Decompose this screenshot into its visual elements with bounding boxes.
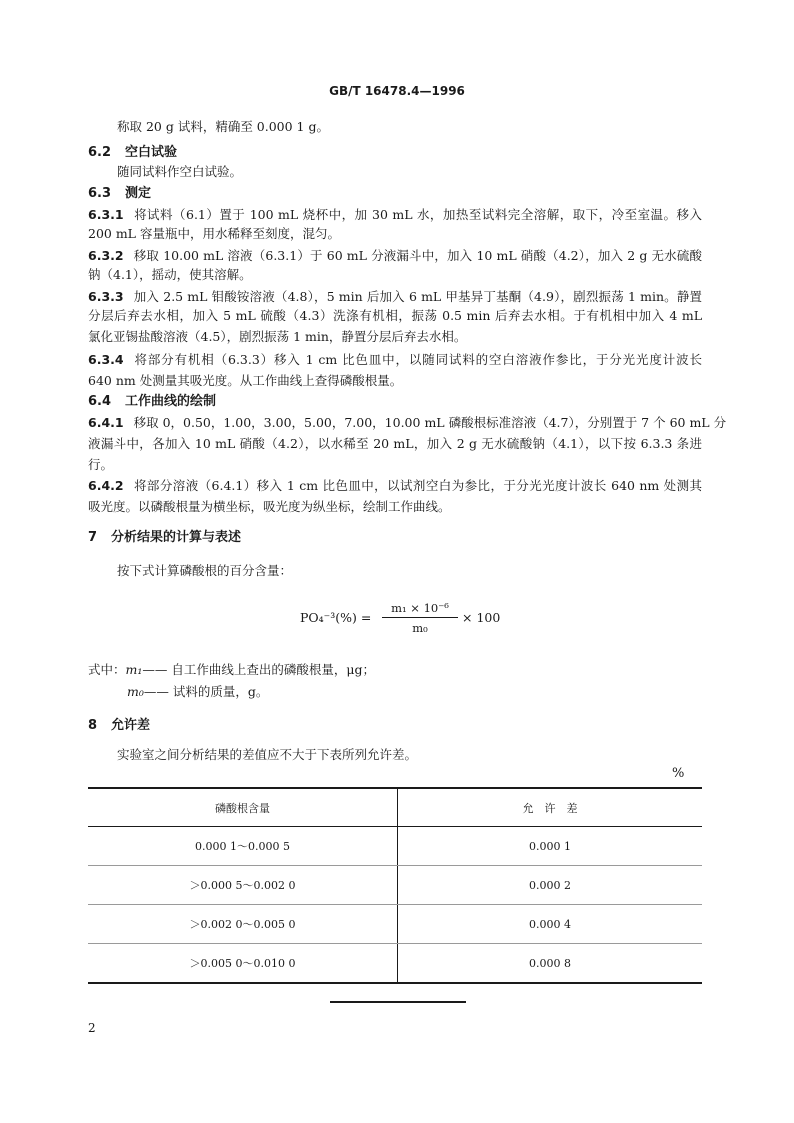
range-cell: ＞0.000 5～0.002 0 (88, 866, 398, 905)
clause-text: 将部分溶液（6.4.1）移入 1 cm 比色皿中，以试剂空白为参比，于分光光度计波长 640 nm 处测其 (133, 478, 702, 493)
clause-6-3-2-line2: 钠（4.1），摇动，使其溶解。 (88, 267, 252, 282)
section-number: 6.3 (88, 186, 112, 201)
formula-intro-text: 按下式计算磷酸根的百分含量： (117, 563, 293, 578)
blank-test-text: 随同试料作空白试验。 (117, 164, 243, 179)
clause-6-4-1-line1 (88, 413, 727, 433)
clause-text: 移取 10.00 mL 溶液（6.3.1）于 60 mL 分液漏斗中，加入 10 mL 硝酸（4.2），加入 2 g 无水硫酸 (133, 248, 702, 263)
clause-text: 将部分有机相（6.3.3）移入 1 cm 比色皿中，以随同试料的空白溶液作参比，于分光光度计波长 (133, 352, 702, 367)
section-6-4-heading (88, 392, 702, 412)
where-m1-line (88, 660, 702, 680)
tolerance-cell: 0.000 2 (398, 866, 703, 905)
clause-6-3-2-line1 (88, 246, 702, 266)
page-number: 2 (88, 1021, 96, 1035)
header-phosphate-content: 磷酸根含量 (88, 788, 398, 827)
clause-6-3-1-line1 (88, 205, 702, 225)
table-row (88, 866, 702, 905)
where-m0-line (127, 682, 741, 702)
section-title: 工作曲线的绘制 (125, 394, 217, 409)
m0-symbol: m₀ (127, 684, 144, 699)
table-header-row (88, 788, 702, 827)
tolerance-intro-text: 实验室之间分析结果的差值应不大于下表所列允许差。 (117, 747, 418, 762)
section-8-heading (88, 716, 702, 736)
fraction-bar (382, 617, 458, 618)
m1-symbol: m₁ (125, 662, 143, 677)
section-6-2-heading (88, 143, 702, 163)
formula-lhs: PO₄⁻³(%) = (300, 610, 372, 625)
formula-denominator: m₀ (412, 621, 428, 635)
clause-6-4-2-line2: 吸光度。以磷酸根量为横坐标，吸光度为纵坐标，绘制工作曲线。 (88, 499, 451, 514)
m1-definition: —— 自工作曲线上查出的磷酸根量，μg； (142, 662, 375, 677)
clause-6-3-1-line2: 200 mL 容量瓶中，用水稀释至刻度，混匀。 (88, 226, 340, 241)
tolerance-cell: 0.000 4 (398, 905, 703, 944)
section-title: 分析结果的计算与表述 (111, 530, 242, 545)
tolerance-cell: 0.000 8 (398, 944, 703, 984)
tolerance-table (88, 787, 702, 984)
weigh-sample-text: 称取 20 g 试料，精确至 0.000 1 g。 (117, 119, 329, 134)
table-row (88, 905, 702, 944)
section-title: 允许差 (111, 718, 151, 733)
clause-6-4-2-line1 (88, 476, 702, 496)
header-tolerance: 允 许 差 (398, 788, 703, 827)
table-row (88, 944, 702, 984)
m0-definition: —— 试料的质量，g。 (143, 684, 269, 699)
range-cell: ＞0.002 0～0.005 0 (88, 905, 398, 944)
tolerance-cell: 0.000 1 (398, 827, 703, 866)
clause-number: 6.3.2 (88, 248, 124, 263)
clause-text: 将试料（6.1）置于 100 mL 烧杯中，加 30 mL 水，加热至试料完全溶解，取下，冷至室温。移入 (133, 207, 702, 222)
formula-fraction (382, 600, 458, 636)
clause-6-3-3-line2: 分层后弃去水相，加入 5 mL 硫酸（4.3）洗涤有机相，振荡 0.5 min 后弃去水相。于有机相中加入 4 mL (88, 308, 702, 323)
table-row (88, 827, 702, 866)
clause-6-4-1-line2: 液漏斗中，各加入 10 mL 硝酸（4.2），以水稀至 20 mL，加入 2 g 无水硫酸钠（4.1），以下按 6.3.3 条进 (88, 436, 702, 451)
clause-number: 6.4.2 (88, 478, 124, 493)
table-unit: % (672, 766, 685, 781)
formula-numerator: m₁ × 10⁻⁶ (391, 601, 449, 615)
section-number: 6.4 (88, 394, 112, 409)
range-cell: 0.000 1～0.000 5 (88, 827, 398, 866)
clause-number: 6.3.3 (88, 289, 124, 304)
clause-number: 6.3.1 (88, 207, 124, 222)
section-number: 8 (88, 718, 98, 733)
clause-number: 6.3.4 (88, 352, 124, 367)
section-title: 测定 (125, 186, 152, 201)
section-6-3-heading (88, 184, 702, 204)
formula-rhs: × 100 (462, 610, 501, 625)
clause-text: 加入 2.5 mL 钼酸铵溶液（4.8），5 min 后加入 6 mL 甲基异丁基酮（4.9），剧烈振荡 1 min。静置 (133, 289, 702, 304)
clause-text: 移取 0，0.50，1.00，3.00，5.00，7.00，10.00 mL 磷酸根标准溶液（4.7），分别置于 7 个 60 mL 分 (133, 415, 727, 430)
clause-6-3-4-line2: 640 nm 处测量其吸光度。从工作曲线上查得磷酸根量。 (88, 373, 403, 388)
section-number: 7 (88, 530, 98, 545)
clause-6-3-3-line3: 氯化亚锡盐酸溶液（4.5），剧烈振荡 1 min，静置分层后弃去水相。 (88, 329, 467, 344)
clause-6-3-3-line1 (88, 287, 702, 307)
clause-6-3-4-line1 (88, 350, 702, 370)
section-number: 6.2 (88, 145, 112, 160)
standard-number-header: GB/T 16478.4—1996 (329, 84, 465, 98)
clause-number: 6.4.1 (88, 415, 124, 430)
section-7-heading (88, 528, 702, 548)
end-of-document-rule (330, 1001, 466, 1003)
clause-6-4-1-line3: 行。 (88, 457, 114, 472)
section-title: 空白试验 (125, 145, 178, 160)
where-lead: 式中： (88, 662, 126, 677)
range-cell: ＞0.005 0～0.010 0 (88, 944, 398, 984)
